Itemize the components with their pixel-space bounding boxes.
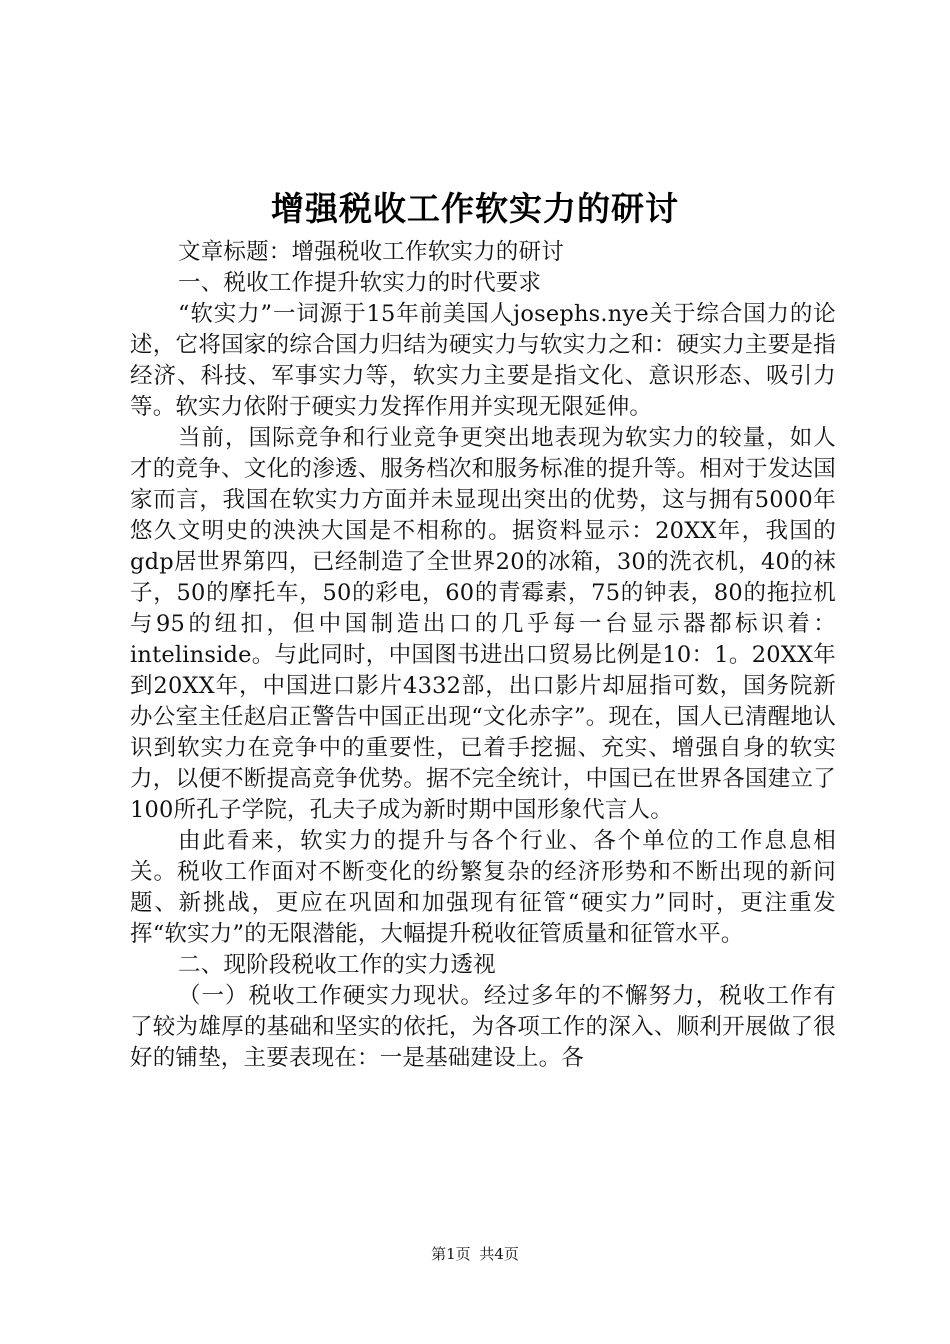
body-paragraph: “软实力”一词源于15年前美国人josephs.nye关于综合国力的论述，它将国家的综合国力归结为硬实力与软实力之和：硬实力主要是指经济、科技、军事实力等，软实力主要是指文化、意识形态、吸引力等。软实力依附于硬实力发挥作用并实现无限延伸。 xyxy=(130,301,836,420)
page-number: 第1页 xyxy=(431,1245,471,1263)
page-footer xyxy=(0,1244,950,1264)
document-body xyxy=(130,237,836,1074)
page-total: 共4页 xyxy=(479,1245,519,1263)
section-heading-1: 一、税收工作提升软实力的时代要求 xyxy=(178,270,542,296)
document-title: 增强税收工作软实力的研讨 xyxy=(271,189,679,228)
article-title-line: 文章标题：增强税收工作软实力的研讨 xyxy=(178,239,564,265)
body-paragraph: （一）税收工作硬实力现状。经过多年的不懈努力，税收工作有了较为雄厚的基础和坚实的依托，为各项工作的深入、顺利开展做了很好的铺垫，主要表现在：一是基础建设上。各 xyxy=(130,983,836,1071)
section-heading-2: 二、现阶段税收工作的实力透视 xyxy=(178,952,496,978)
body-paragraph: 当前，国际竞争和行业竞争更突出地表现为软实力的较量，如人才的竞争、文化的渗透、服务档次和服务标准的提升等。相对于发达国家而言，我国在软实力方面并未显现出突出的优势，这与拥有5000年悠久文明史的泱泱大国是不相称的。据资料显示：20XX年，我国的gdp居世界第四，已经制造了全世界20的冰箱，30的洗衣机，40的袜子，50的摩托车，50的彩电，60的青霉素，75的钟表，80的拖拉机与95的纽扣，但中国制造出口的几乎每一台显示器都标识着：intelinside。与此同时，中国图书进出口贸易比例是10：1。20XX年到20XX年，中国进口影片4332部，出口影片却屈指可数，国务院新办公室主任赵启正警告中国正出现“文化赤字”。现在，国人已清醒地认识到软实力在竞争中的重要性，已着手挖掘、充实、增强自身的软实力，以便不断提高竞争优势。据不完全统计，中国已在世界各国建立了100所孔子学院，孔夫子成为新时期中国形象代言人。 xyxy=(130,425,836,823)
body-paragraph: 由此看来，软实力的提升与各个行业、各个单位的工作息息相关。税收工作面对不断变化的纷繁复杂的经济形势和不断出现的新问题、新挑战，更应在巩固和加强现有征管“硬实力”同时，更注重发挥“软实力”的无限潜能，大幅提升税收征管质量和征管水平。 xyxy=(130,828,836,947)
